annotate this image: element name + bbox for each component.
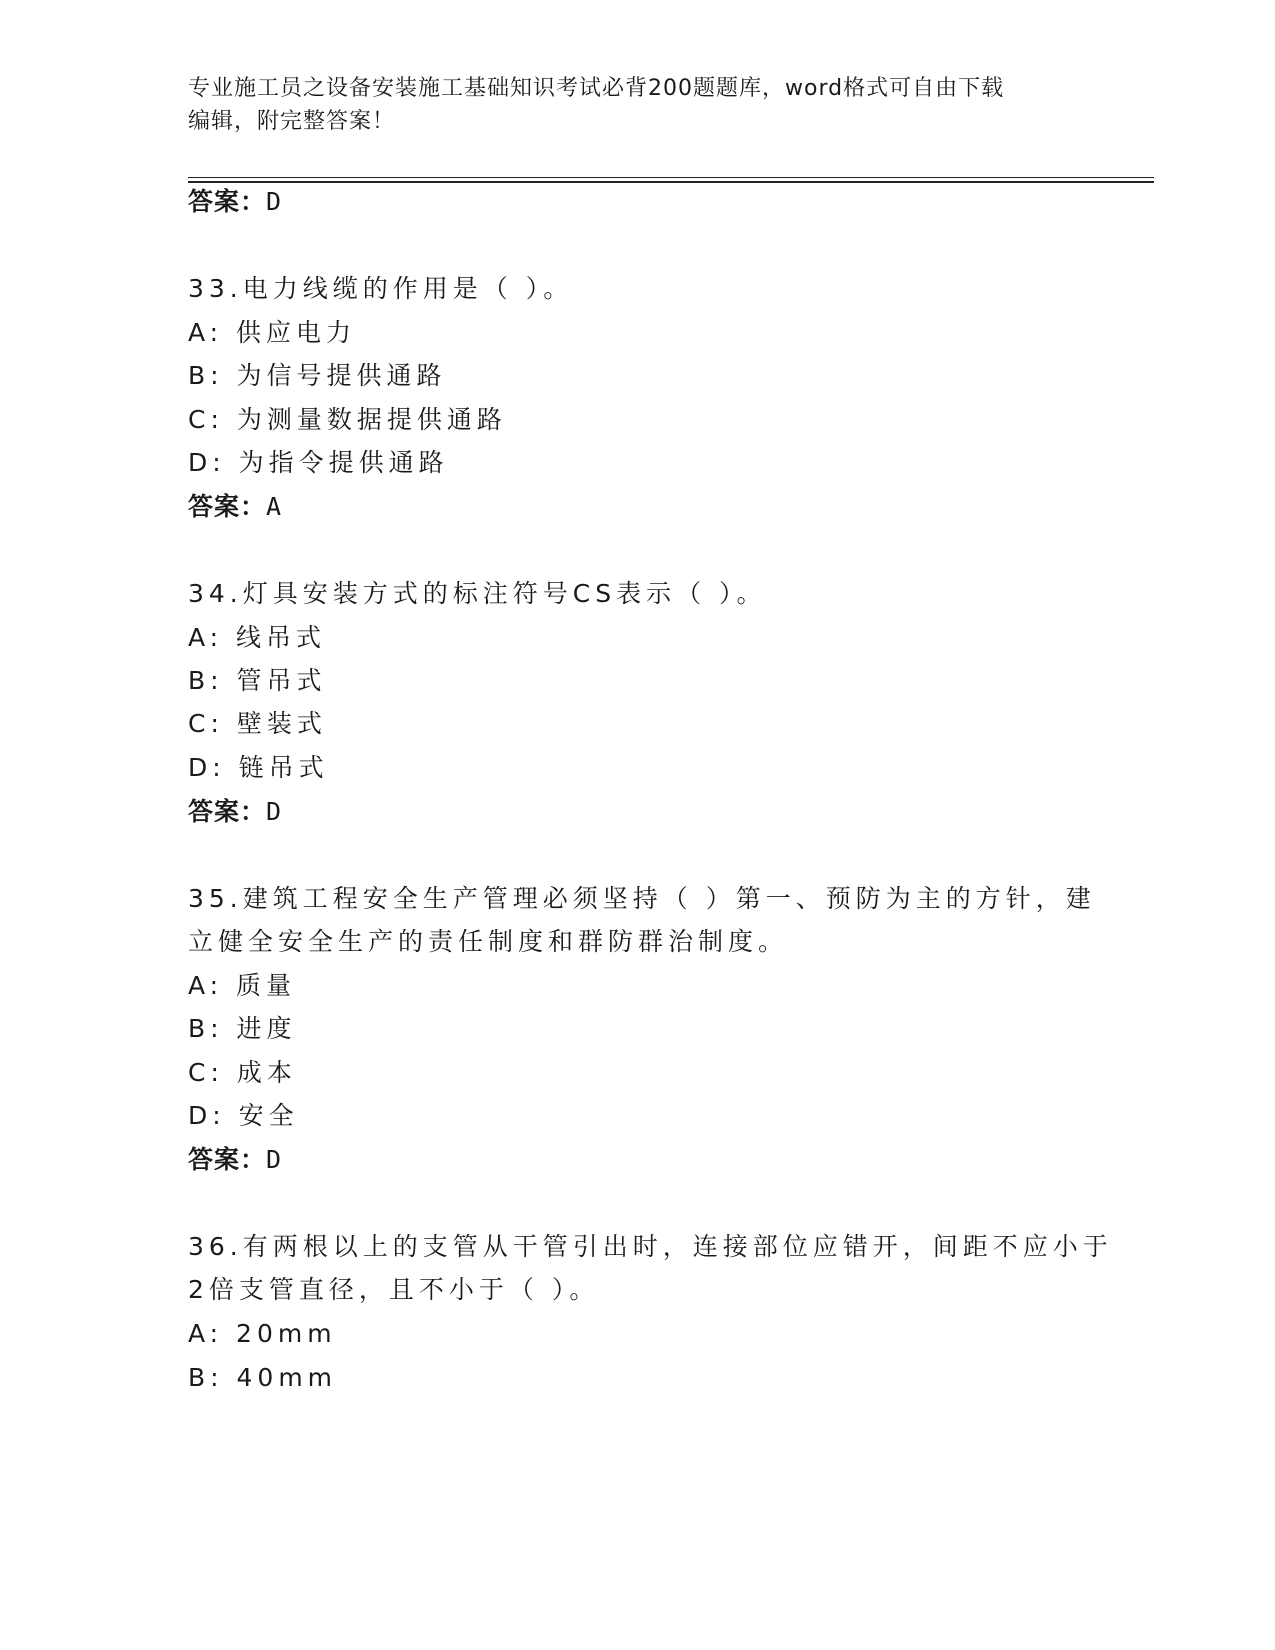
question-35-answer (188, 1143, 282, 1177)
question-33-stem: 33.电力线缆的作用是（ ）。 (188, 274, 574, 303)
question-35-stem-line-1: 35.建筑工程安全生产管理必须坚持（ ）第一、预防为主的方针，建 (188, 884, 1096, 913)
header-line-2: 编辑，附完整答案！ (188, 109, 396, 134)
answer-value: D (266, 1145, 283, 1174)
question-36-stem-line-1: 36.有两根以上的支管从干管引出时，连接部位应错开，间距不应小于 (188, 1232, 1113, 1261)
answer-label: 答案： (188, 187, 267, 216)
answer-label: 答案： (188, 797, 267, 826)
question-33-option-c: C: 为测量数据提供通路 (188, 405, 507, 434)
question-35-option-b: B: 进度 (188, 1014, 297, 1043)
question-35-option-d: D: 安全 (188, 1101, 299, 1130)
question-35-option-a: A: 质量 (188, 971, 297, 1000)
header-line-1: 专业施工员之设备安装施工基础知识考试必背200题题库，word格式可自由下载 (188, 76, 1005, 101)
answer-value: D (266, 797, 283, 826)
question-33-option-d: D: 为指令提供通路 (188, 448, 449, 477)
question-34-option-a: A: 线吊式 (188, 623, 327, 652)
answer-label: 答案： (188, 1145, 267, 1174)
question-33-answer (188, 490, 282, 524)
previous-answer (188, 185, 282, 219)
question-35-stem-line-2: 立健全安全生产的责任制度和群防群治制度。 (188, 927, 789, 956)
question-34-option-d: D: 链吊式 (188, 753, 329, 782)
document-header (188, 72, 1068, 138)
question-36-option-a: A: 20mm (188, 1319, 337, 1348)
answer-value: D (266, 187, 283, 216)
question-34-answer (188, 795, 282, 829)
question-34-option-c: C: 壁装式 (188, 709, 327, 738)
question-33-option-b: B: 为信号提供通路 (188, 361, 447, 390)
header-divider-thick (188, 181, 1154, 183)
answer-label: 答案： (188, 492, 267, 521)
question-36-option-b: B: 40mm (188, 1363, 338, 1392)
question-34-stem: 34.灯具安装方式的标注符号CS表示（ ）。 (188, 579, 767, 608)
question-35-option-c: C: 成本 (188, 1058, 297, 1087)
answer-value: A (266, 492, 283, 521)
question-33-option-a: A: 供应电力 (188, 318, 357, 347)
question-36-stem-line-2: 2倍支管直径，且不小于（ ）。 (188, 1275, 600, 1304)
question-34-option-b: B: 管吊式 (188, 666, 327, 695)
header-divider-thin (188, 177, 1154, 178)
